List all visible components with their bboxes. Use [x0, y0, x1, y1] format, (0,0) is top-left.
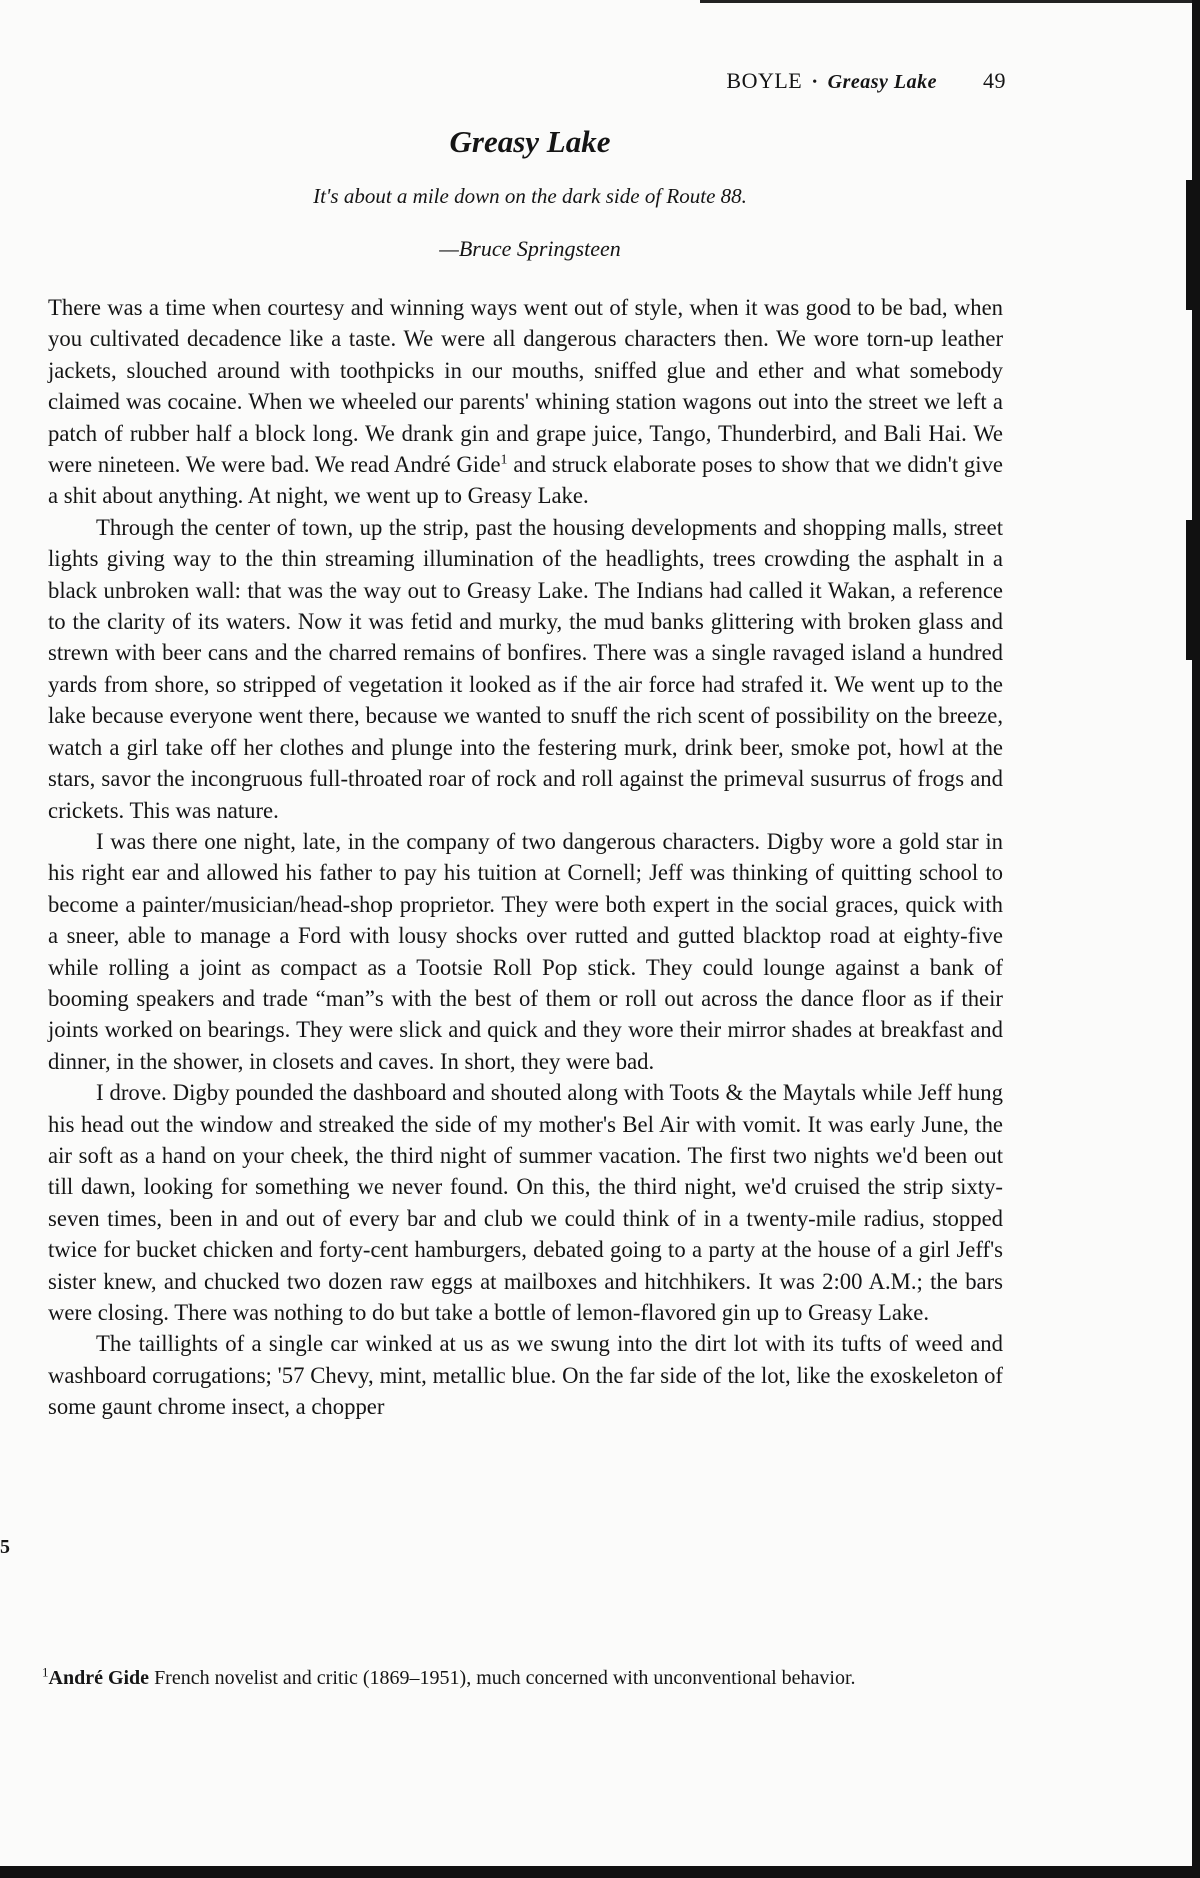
running-header: [0, 68, 1006, 94]
footnote: [42, 1666, 1004, 1690]
paragraph: I was there one night, late, in the company of two dangerous characters. Digby wore a gold star in his right ear and allowed his father to pay his tuition at Cornell; Jeff was thinking of quitting school to become a painter/musician/head-shop proprietor. They were both expert in the social graces, quick with a sneer, able to manage a Ford with lousy shocks over rutted and gutted blacktop road at eighty-five while rolling a joint as compact as a Tootsie Roll Pop stick. They could lounge against a bank of booming speakers and trade “man”s with the best of them or roll out across the dance floor as if their joints worked on bearings. They were slick and quick and they wore their mirror shades at breakfast and dinner, in the shower, in closets and caves. In short, they were bad.: [48, 828, 1003, 1074]
story-title: Greasy Lake: [449, 124, 611, 159]
margin-line-number: 5: [0, 1536, 10, 1558]
paragraph: There was a time when courtesy and winning ways went out of style, when it was good to be bad, when you cultivated decadence like a taste. We were all dangerous characters then. We wore torn-up leather jackets, slouched around with toothpicks in our mouths, sniffed glue and ether and what somebody claimed was cocaine. When we wheeled our parents' whining station wagons out into the street we left a patch of rubber half a block long. We drank gin and grape juice, Tango, Thunderbird, and Bali Hai. We were nineteen. We were bad. We read André Gide$^1$ and struck elaborate poses to show that we didn't give a shit about anything. At night, we went up to Greasy Lake.: [48, 295, 1003, 509]
footnote-text: French novelist and critic (1869–1951), much concerned with unconventional behavior.: [149, 1667, 856, 1689]
header-author: BOYLE: [726, 68, 803, 93]
paragraph: Through the center of town, up the strip, past the housing developments and shopping malls, street lights giving way to the thin streaming illumination of the headlights, trees crowding the asphalt in a black unbroken wall: that was the way out to Greasy Lake. The Indians had called it Wakan, a reference to the clarity of its waters. Now it was fetid and murky, the mud banks glittering with broken glass and strewn with beer cans and the charred remains of bonfires. There was a single ravaged island a hundred yards from shore, so stripped of vegetation it looked as if the air force had strafed it. We went up to the lake because everyone went there, because we wanted to snuff the rich scent of possibility on the breeze, watch a girl take off her clothes and plunge into the festering murk, drink beer, smoke pot, howl at the stars, savor the incongruous full-throated roar of rock and roll against the primeval susurrus of frogs and crickets. This was nature.: [48, 514, 1003, 823]
header-running-title: Greasy Lake: [827, 71, 937, 93]
scan-edge-bottom: [0, 1866, 1200, 1878]
paragraph: I drove. Digby pounded the dashboard and shouted along with Toots & the Maytals while Jeff hung his head out the window and streaked the side of my mother's Bel Air with vomit. It was early June, the air soft as a hand on your cheek, the third night of summer vacation. The first two nights we'd been out till dawn, looking for something we never found. On this, the third night, we'd cruised the strip sixty-seven times, been in and out of every bar and club we could think of in a twenty-mile radius, stopped twice for bucket chicken and forty-cent hamburgers, debated going to a party at the house of a girl Jeff's sister knew, and chucked two dozen raw eggs at mailboxes and hitchhikers. It was 2:00 A.M.; the bars were closing. There was nothing to do but take a bottle of lemon-flavored gin up to Greasy Lake.: [48, 1080, 1003, 1325]
scan-mark: [1186, 520, 1194, 660]
footnote-mark: 1: [42, 1664, 49, 1680]
paragraph: The taillights of a single car winked at us as we swung into the dirt lot with its tufts of weed and washboard corrugations; '57 Chevy, mint, metallic blue. On the far side of the lot, like the exoskeleton of some gaunt chrome insect, a chopper: [48, 1331, 1003, 1420]
epigraph-attribution: —Bruce Springsteen: [439, 236, 621, 261]
page-number: 49: [983, 68, 1006, 93]
scan-edge-top: [700, 0, 1200, 3]
epigraph-quote: It's about a mile down on the dark side of Route 88.: [313, 184, 747, 208]
header-separator: •: [812, 74, 818, 90]
footnote-reference: 1: [500, 452, 508, 468]
scan-mark: [1186, 180, 1194, 310]
story-body: [48, 292, 1003, 1423]
footnote-term: André Gide: [48, 1667, 150, 1689]
